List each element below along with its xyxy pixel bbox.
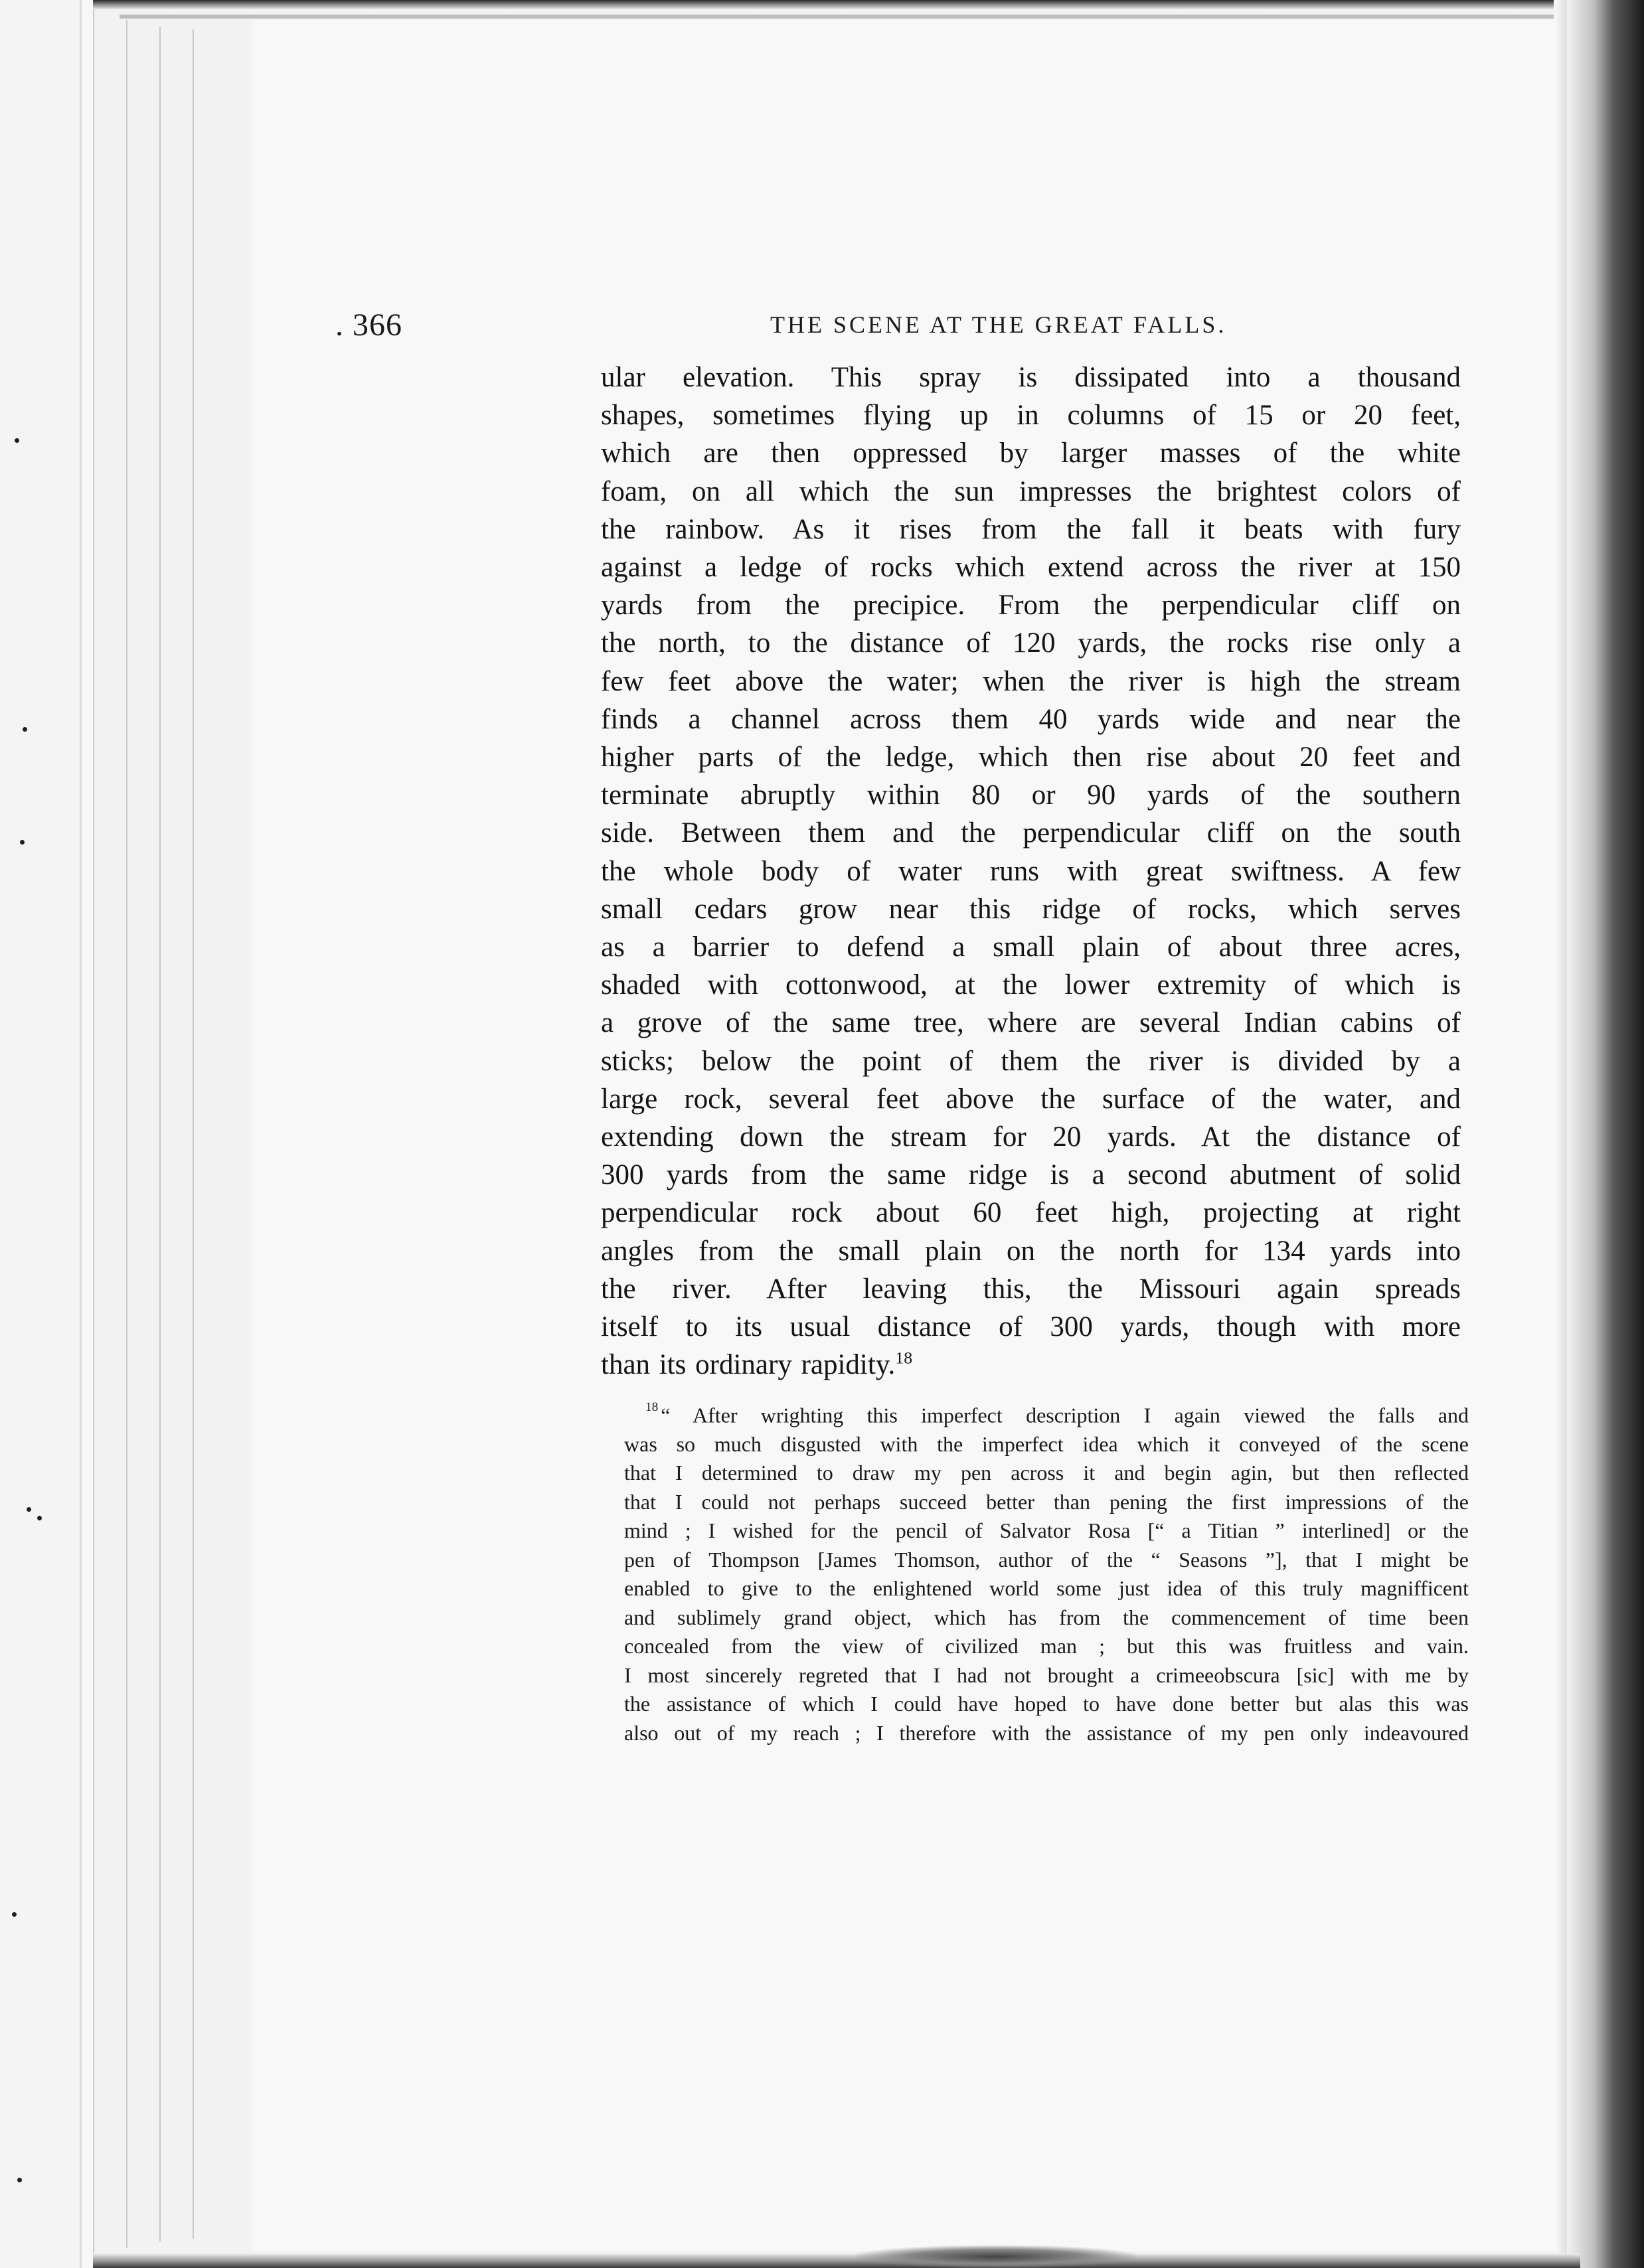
body-line: few feet above the water; when the river is high the stream bbox=[601, 665, 1461, 697]
body-line: sticks; below the point of them the river is divided by a bbox=[601, 1045, 1461, 1077]
body-line: foam, on all which the sun impresses the brightest colors of bbox=[601, 475, 1461, 507]
body-text bbox=[601, 359, 1461, 1384]
body-line: as a barrier to defend a small plain of about three acres, bbox=[601, 932, 1461, 963]
footnote-line: was so much disgusted with the imperfect idea which it conveyed of the scene bbox=[624, 1431, 1469, 1456]
page-header bbox=[335, 307, 1291, 348]
top-page-edge bbox=[93, 0, 1567, 9]
left-page-edge bbox=[0, 0, 82, 2268]
body-line: large rock, several feet above the surface of the water, and bbox=[601, 1083, 1461, 1115]
body-line: a grove of the same tree, where are several Indian cabins of bbox=[601, 1007, 1461, 1039]
body-line: the rainbow. As it rises from the fall it beats with fury bbox=[601, 513, 1461, 545]
body-line: the north, to the distance of 120 yards, the rocks rise only a bbox=[601, 627, 1461, 659]
body-line: small cedars grow near this ridge of rocks, which serves bbox=[601, 893, 1461, 925]
footnote-line: enabled to give to the enlightened world some just idea of this truly magnifficent bbox=[624, 1576, 1469, 1601]
right-binding-shadow bbox=[1567, 0, 1644, 2268]
body-line: ular elevation. This spray is dissipated into a thousand bbox=[601, 362, 1461, 393]
footnote-marker: 18 bbox=[645, 1400, 659, 1414]
footnote-line: and sublimely grand object, which has from the commencement of time been bbox=[624, 1605, 1469, 1629]
edge-speck bbox=[37, 1516, 42, 1520]
body-line: 300 yards from the same ridge is a second abutment of solid bbox=[601, 1159, 1461, 1191]
edge-speck bbox=[23, 727, 27, 732]
body-line: which are then oppressed by larger masses of the white bbox=[601, 438, 1461, 469]
footnote-line-text: “ After wrighting this imperfect description I again viewed the falls and bbox=[661, 1403, 1469, 1427]
footnote-line bbox=[624, 1393, 1469, 1430]
top-page-edge-inner bbox=[120, 15, 1560, 19]
running-head: THE SCENE AT THE GREAT FALLS. bbox=[770, 311, 1227, 338]
footnote-line: mind ; I wished for the pencil of Salvator Rosa [“ a Titian ” interlined] or the bbox=[624, 1518, 1469, 1543]
body-line: against a ledge of rocks which extend across the river at 150 bbox=[601, 552, 1461, 584]
body-line: perpendicular rock about 60 feet high, projecting at right bbox=[601, 1197, 1461, 1229]
body-line: finds a channel across them 40 yards wide and near the bbox=[601, 703, 1461, 735]
body-line: angles from the small plain on the north for 134 yards into bbox=[601, 1235, 1461, 1267]
body-line: side. Between them and the perpendicular cliff on the south bbox=[601, 817, 1461, 849]
footnote-line: I most sincerely regreted that I had not brought a crimeeobscura [sic] with me by bbox=[624, 1662, 1469, 1687]
body-line: yards from the precipice. From the perpendicular cliff on bbox=[601, 590, 1461, 621]
footnote-line: also out of my reach ; I therefore with the assistance of my pen only indeavoured bbox=[624, 1720, 1469, 1745]
page-number: . 366 bbox=[335, 307, 402, 343]
body-line: terminate abruptly within 80 or 90 yards of the southern bbox=[601, 779, 1461, 811]
edge-speck bbox=[27, 1507, 31, 1512]
body-line: shaded with cottonwood, at the lower extremity of which is bbox=[601, 969, 1461, 1001]
footnote bbox=[624, 1393, 1469, 1747]
bottom-page-edge bbox=[93, 2253, 1580, 2268]
footnote-line: that I could not perhaps succeed better than pening the first impressions of the bbox=[624, 1489, 1469, 1514]
body-line: extending down the stream for 20 yards. At the distance of bbox=[601, 1121, 1461, 1153]
edge-speck bbox=[17, 2178, 22, 2182]
body-line: shapes, sometimes flying up in columns of 15 or 20 feet, bbox=[601, 400, 1461, 432]
footnote-line: pen of Thompson [James Thomson, author of the “ Seasons ”], that I might be bbox=[624, 1547, 1469, 1572]
footnote-line: that I determined to draw my pen across it and begin agin, but then reflected bbox=[624, 1461, 1469, 1485]
edge-speck bbox=[20, 840, 25, 845]
body-line: higher parts of the ledge, which then rise about 20 feet and bbox=[601, 742, 1461, 773]
edge-speck bbox=[12, 1912, 17, 1917]
footnote-line: concealed from the view of civilized man ; but this was fruitless and vain. bbox=[624, 1634, 1469, 1659]
body-line: itself to its usual distance of 300 yards, though with more bbox=[601, 1311, 1461, 1343]
body-line: the whole body of water runs with great swiftness. A few bbox=[601, 855, 1461, 887]
footnote-line: the assistance of which I could have hoped to have done better but alas this was bbox=[624, 1692, 1469, 1716]
footnote-reference: 18 bbox=[895, 1348, 913, 1368]
body-line: than its ordinary rapidity.$^{18}$ bbox=[601, 1348, 913, 1381]
body-line: the river. After leaving this, the Missouri again spreads bbox=[601, 1273, 1461, 1305]
bottom-edge-smudge bbox=[857, 2245, 1135, 2268]
edge-speck bbox=[15, 438, 19, 443]
